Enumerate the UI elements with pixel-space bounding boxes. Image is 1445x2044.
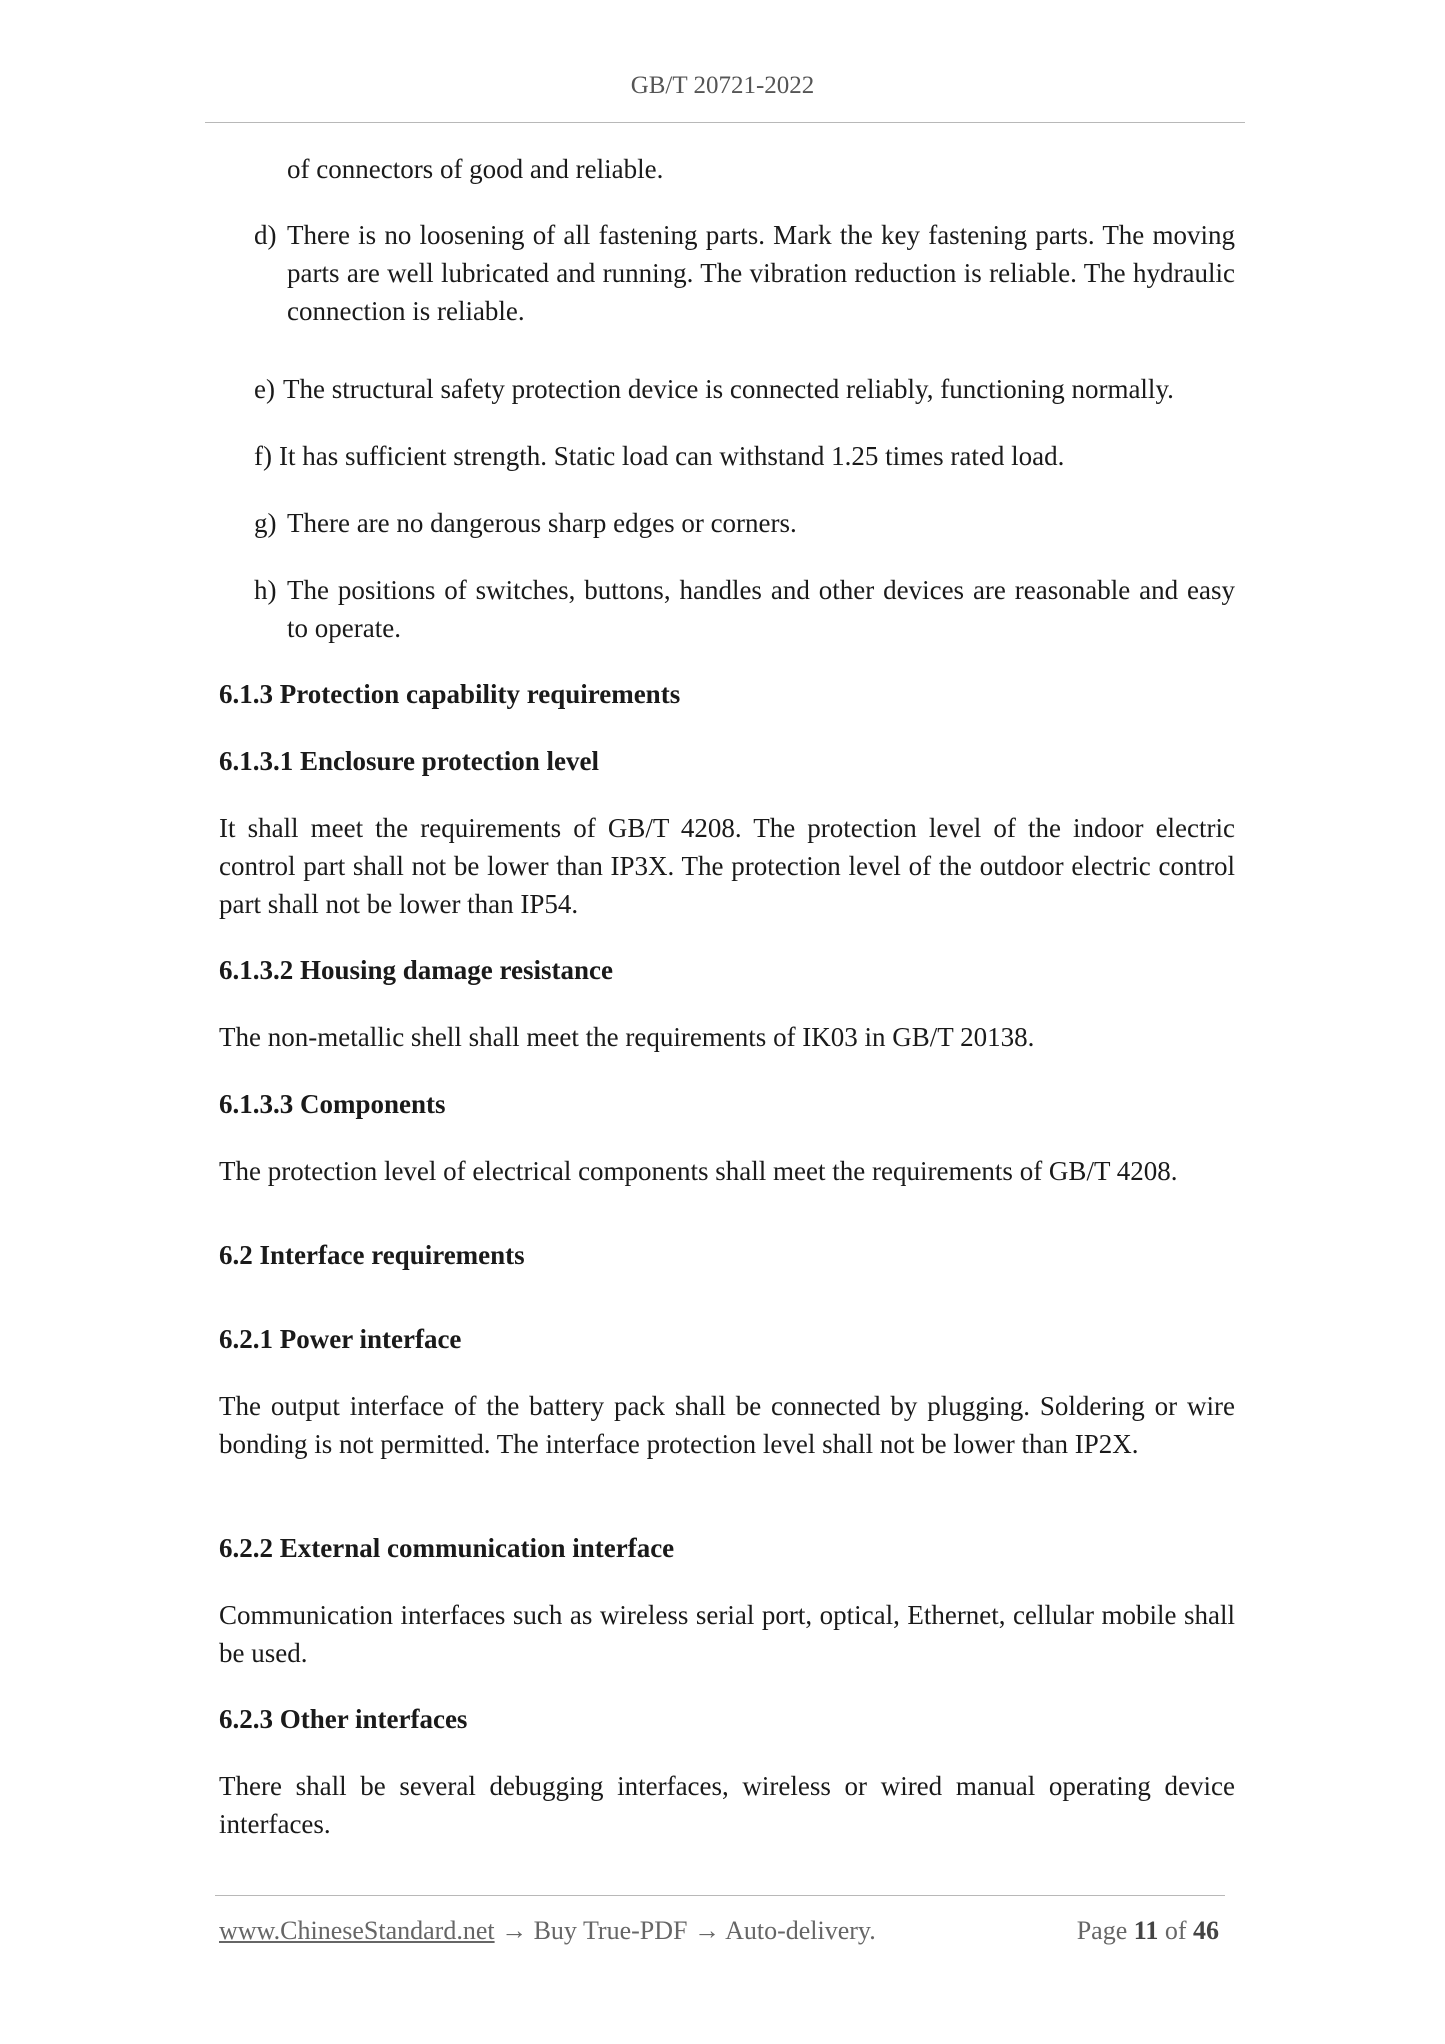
section-body-6-1-3-2: The non-metallic shell shall meet the requirements of IK03 in GB/T 20138. xyxy=(219,1022,1035,1052)
page-footer xyxy=(219,1916,1219,1946)
section-heading-6-1-3-2: 6.1.3.2 Housing damage resistance xyxy=(219,955,614,985)
list-continuation: of connectors of good and reliable. xyxy=(287,154,664,184)
section-body-6-2-2: Communication interfaces such as wireless serial port, optical, Ethernet, cellular mobile shall be used. xyxy=(219,1600,1235,1668)
section-body-6-1-3-3: The protection level of electrical components shall meet the requirements of GB/T 4208. xyxy=(219,1156,1178,1186)
section-body-6-2-3: There shall be several debugging interfaces, wireless or wired manual operating device interfaces. xyxy=(219,1771,1235,1839)
section-heading-6-2-3: 6.2.3 Other interfaces xyxy=(219,1704,468,1734)
list-item-e xyxy=(254,370,1254,408)
list-item-d xyxy=(254,216,1235,330)
list-label: f) xyxy=(254,441,272,471)
arrow-icon: → xyxy=(501,1916,528,1945)
footer-divider xyxy=(215,1895,1225,1896)
list-text: The positions of switches, buttons, handles and other devices are reasonable and easy to operate. xyxy=(287,575,1235,643)
website-link[interactable]: www.ChineseStandard.net xyxy=(219,1916,495,1945)
list-item-f xyxy=(254,437,1235,475)
arrow-icon: → xyxy=(694,1916,720,1945)
delivery-text: Auto-delivery. xyxy=(725,1916,876,1945)
list-item-g xyxy=(254,504,1235,542)
page-number: 11 xyxy=(1133,1916,1159,1945)
section-body-6-2-1: The output interface of the battery pack shall be connected by plugging. Soldering or wire bonding is not permitted. The interface protection level shall not be lower than IP2X. xyxy=(219,1391,1235,1459)
section-heading-6-2: 6.2 Interface requirements xyxy=(219,1240,525,1270)
section-heading-6-1-3-1: 6.1.3.1 Enclosure protection level xyxy=(219,746,599,776)
section-heading-6-1-3: 6.1.3 Protection capability requirements xyxy=(219,679,681,709)
section-heading-6-2-1: 6.2.1 Power interface xyxy=(219,1324,462,1354)
list-text: There is no loosening of all fastening parts. Mark the key fastening parts. The moving parts are well lubricated and running. The vibration reduction is reliable. The hydraulic connection is reliable. xyxy=(287,220,1235,326)
buy-text: Buy True-PDF xyxy=(533,1916,688,1945)
list-label: g) xyxy=(254,508,277,538)
list-text: The structural safety protection device is connected reliably, functioning normally. xyxy=(283,374,1174,404)
page-total: 46 xyxy=(1193,1916,1219,1945)
page-indicator xyxy=(1077,1916,1219,1946)
running-header: GB/T 20721-2022 xyxy=(630,72,815,99)
list-text: It has sufficient strength. Static load can withstand 1.25 times rated load. xyxy=(279,441,1065,471)
header-divider xyxy=(205,122,1245,123)
section-heading-6-2-2: 6.2.2 External communication interface xyxy=(219,1533,675,1563)
list-label: e) xyxy=(254,374,275,404)
page-word: Page xyxy=(1076,1916,1128,1945)
of-word: of xyxy=(1164,1916,1187,1945)
list-item-h xyxy=(254,571,1235,647)
section-body-6-1-3-1: It shall meet the requirements of GB/T 4208. The protection level of the indoor electric control part shall not be lower than IP3X. The protection level of the outdoor electric control part shall not be lower than IP54. xyxy=(219,813,1235,919)
list-text: There are no dangerous sharp edges or corners. xyxy=(287,508,797,538)
section-heading-6-1-3-3: 6.1.3.3 Components xyxy=(219,1089,446,1119)
list-label: h) xyxy=(254,575,277,605)
list-label: d) xyxy=(254,220,277,250)
